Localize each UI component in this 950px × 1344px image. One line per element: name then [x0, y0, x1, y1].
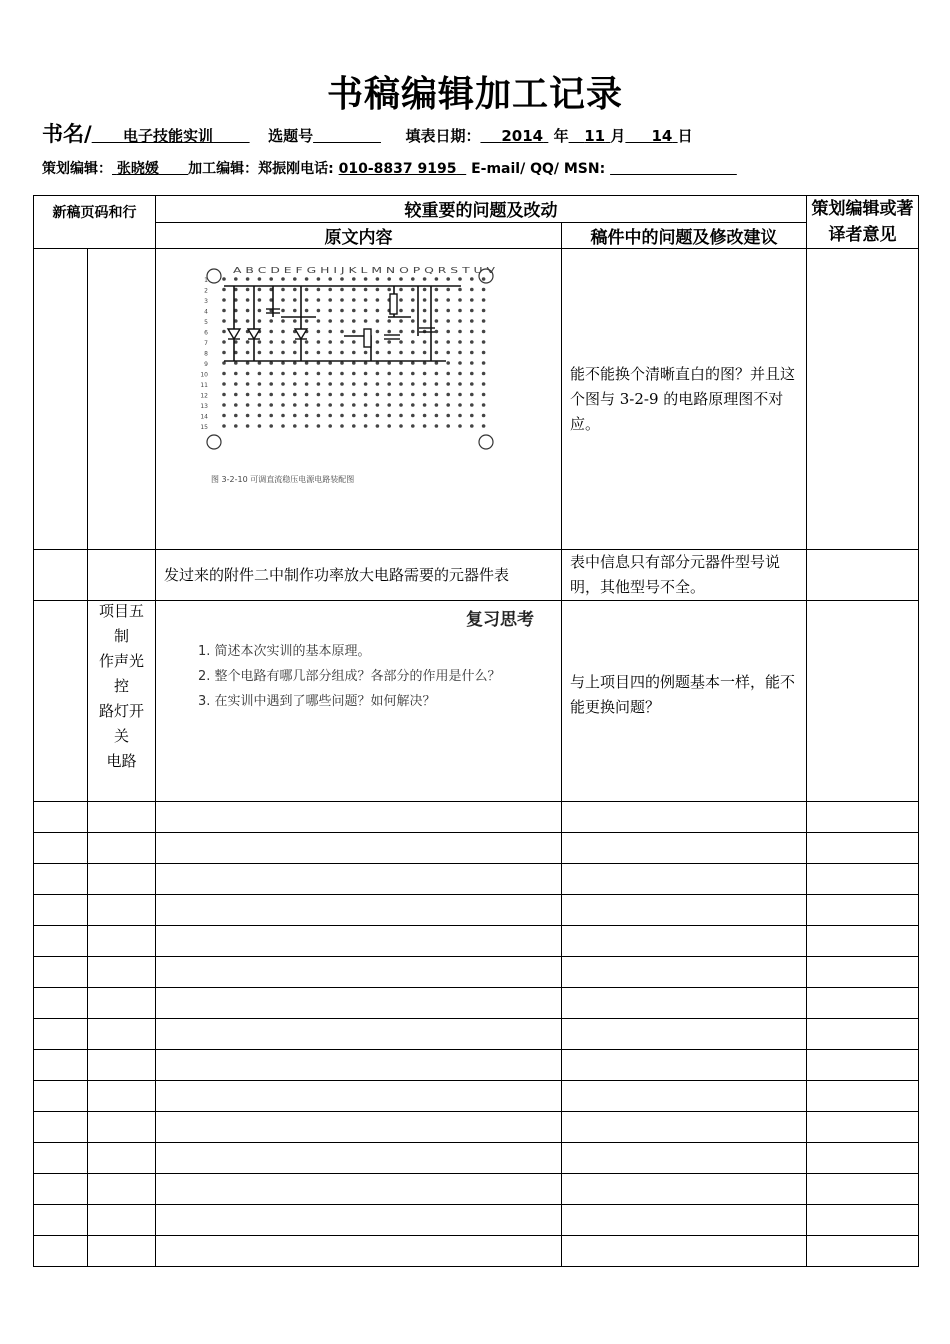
phone-number: 010-8837 9195 [338, 161, 457, 177]
empty-table-row [34, 1236, 919, 1267]
svg-text:1: 1 [204, 277, 208, 284]
empty-table-row [34, 1205, 919, 1236]
book-info-line [42, 118, 693, 148]
review-item: 1. 简述本次实训的基本原理。 [198, 644, 371, 659]
empty-table-row [34, 802, 919, 833]
circuit-board-figure [156, 249, 560, 549]
day-unit: 日 [677, 127, 693, 145]
board-dot-grid [222, 277, 485, 428]
book-label: 书名/ [42, 122, 92, 146]
svg-text:14: 14 [200, 413, 208, 421]
empty-table-row [34, 1143, 919, 1174]
planner-label: 策划编辑： [42, 161, 112, 177]
header-original: 原文内容 [156, 222, 562, 249]
review-list [198, 639, 501, 714]
book-name: 电子技能实训 [123, 127, 214, 145]
empty-table-row [34, 833, 919, 864]
contact-blank [610, 161, 737, 177]
project-label: 项目五制 作声光控 路灯开关 电路 [98, 601, 144, 770]
empty-table-row [34, 957, 919, 988]
empty-table-row [34, 988, 919, 1019]
original-cell: 发过来的附件二中制作功率放大电路需要的元器件表 [156, 550, 562, 601]
empty-table-row [34, 1174, 919, 1205]
svg-text:9: 9 [204, 361, 208, 368]
empty-table-row [34, 1112, 919, 1143]
svg-text:15: 15 [200, 424, 208, 431]
suggestion-cell: 表中信息只有部分元器件型号说明，其他型号不全。 [562, 550, 807, 601]
planner-name: 张晓媛 [116, 161, 159, 177]
svg-text:11: 11 [200, 382, 208, 389]
mount-hole-icon [207, 269, 221, 283]
table-row [34, 249, 919, 550]
date-day: 14 [651, 127, 673, 145]
board-column-labels: A B C D E F G H I J K L M N O P Q R S T U V [233, 266, 496, 275]
empty-table-row [34, 1081, 919, 1112]
header-issues: 较重要的问题及改动 [156, 196, 807, 223]
date-label: 填表日期： [405, 127, 481, 145]
header-suggestion: 稿件中的问题及修改建议 [562, 222, 807, 249]
svg-text:4: 4 [204, 308, 208, 316]
table-row [34, 601, 919, 802]
svg-text:8: 8 [204, 350, 208, 358]
empty-table-row [34, 1050, 919, 1081]
svg-text:5: 5 [204, 319, 208, 326]
svg-text:6: 6 [204, 329, 208, 337]
phone-label: 电话: [300, 161, 334, 177]
empty-table-row [34, 926, 919, 957]
svg-text:13: 13 [200, 403, 208, 410]
year-unit: 年 [553, 127, 569, 145]
editor-info-line [42, 158, 737, 178]
circuit-wiring [224, 286, 461, 361]
edit-record-table [33, 195, 919, 1267]
svg-text:10: 10 [200, 371, 208, 379]
processor-label: 加工编辑：郑振刚 [188, 161, 301, 177]
date-year: 2014 [501, 127, 544, 145]
svg-text:12: 12 [200, 392, 208, 400]
mount-hole-icon [207, 435, 221, 449]
project-cell [88, 601, 156, 802]
empty-table-row [34, 895, 919, 926]
original-figure-cell [156, 249, 562, 550]
review-item: 2. 整个电路有哪几部分组成？各部分的作用是什么？ [198, 669, 501, 684]
suggestion-cell: 能不能换个清晰直白的图？并且这个图与 3-2-9 的电路原理图不对应。 [562, 249, 807, 550]
original-review-cell [156, 601, 562, 802]
document-title: 书稿编辑加工记录 [326, 74, 623, 115]
topic-number-blank [313, 127, 381, 145]
header-page-line: 新稿页码和行 [34, 196, 156, 249]
empty-table-row [34, 864, 919, 895]
svg-text:3: 3 [204, 298, 208, 305]
figure-caption: 图 3-2-10 可调直流稳压电源电路装配图 [211, 475, 355, 484]
header-editor-opinion: 策划编辑或著译者意见 [807, 196, 919, 249]
empty-table-row [34, 1019, 919, 1050]
review-title: 复习思考 [466, 610, 534, 630]
empty-rows [34, 802, 919, 1267]
topic-label: 选题号 [268, 127, 314, 145]
svg-text:2: 2 [204, 287, 208, 295]
table-row [34, 550, 919, 601]
review-item: 3. 在实训中遇到了哪些问题？如何解决？ [198, 694, 436, 709]
contact-label: E-mail/ QQ/ MSN: [471, 161, 606, 177]
board-row-numbers [200, 277, 208, 431]
mount-hole-icon [479, 435, 493, 449]
suggestion-cell: 与上项目四的例题基本一样，能不能更换问题？ [562, 601, 807, 802]
month-unit: 月 [610, 127, 626, 145]
svg-text:7: 7 [204, 340, 208, 347]
date-month: 11 [584, 127, 606, 145]
